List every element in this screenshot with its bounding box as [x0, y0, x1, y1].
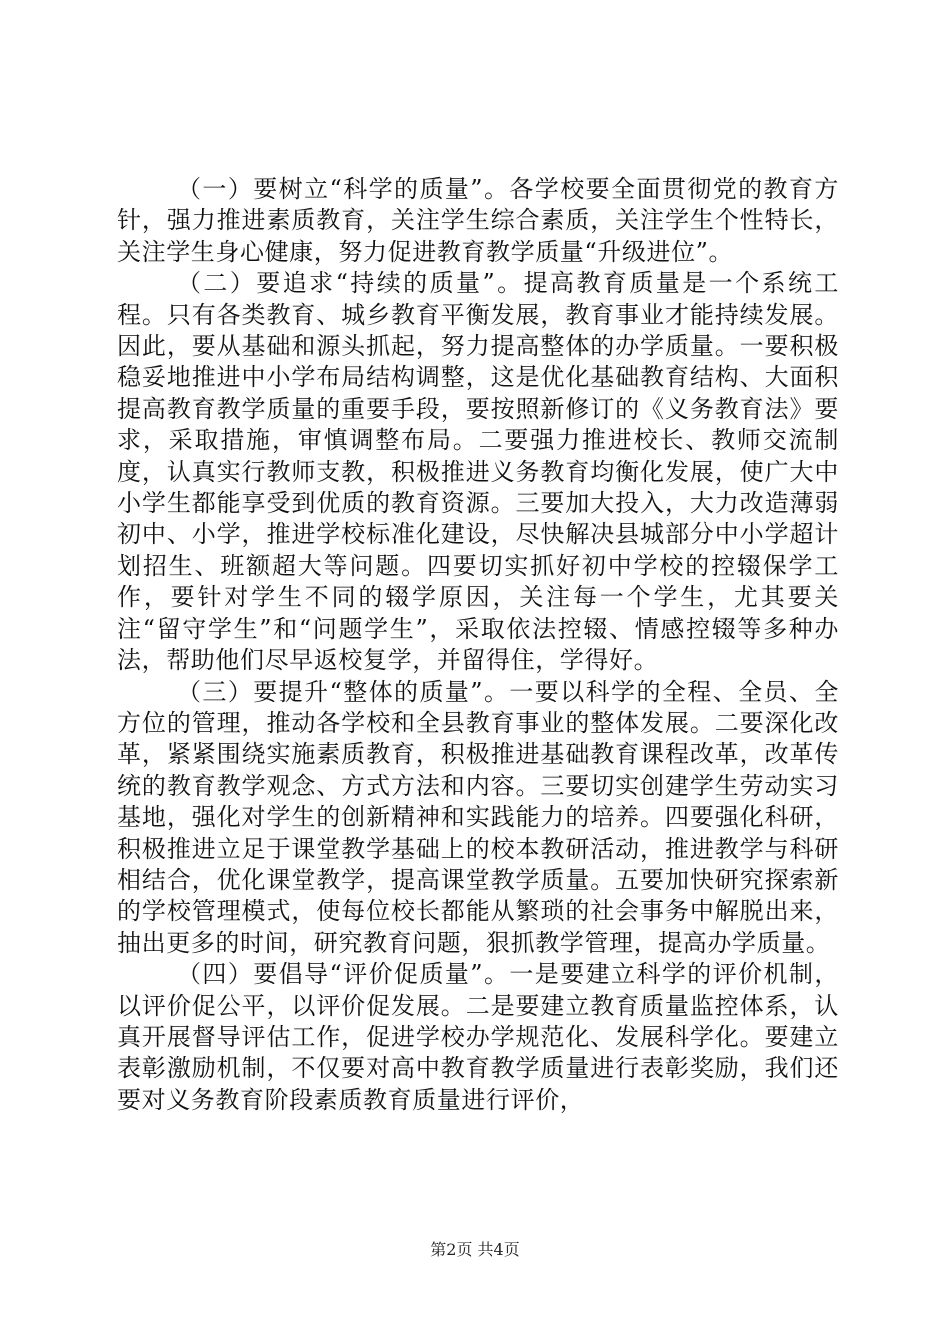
paragraph-4: （四）要倡导“评价促质量”。一是要建立科学的评价机制，以评价促公平，以评价促发展。二是要建立教育质量监控体系，认真开展督导评估工作，促进学校办学规范化、发展科学化。要建立表彰激励机制，不仅要对高中教育教学质量进行表彰奖励，我们还要对义务教育阶段素质教育质量进行评价， — [117, 960, 839, 1114]
paragraph-1: （一）要树立“科学的质量”。各学校要全面贯彻党的教育方针，强力推进素质教育，关注学生综合素质，关注学生个性特长，关注学生身心健康，努力促进教育教学质量“升级进位”。 — [117, 175, 839, 266]
page-footer: 第2页 共4页 — [430, 1240, 520, 1259]
document-body — [117, 174, 839, 1116]
paragraph-2: （二）要追求“持续的质量”。提高教育质量是一个系统工程。只有各类教育、城乡教育平衡发展，教育事业才能持续发展。因此，要从基础和源头抓起，努力提高整体的办学质量。一要积极稳妥地推进中小学布局结构调整，这是优化基础教育结构、大面积提高教育教学质量的重要手段，要按照新修订的《义务教育法》要求，采取措施，审慎调整布局。二要强力推进校长、教师交流制度，认真实行教师支教，积极推进义务教育均衡化发展，使广大中小学生都能享受到优质的教育资源。三要加大投入，大力改造薄弱初中、小学，推进学校标准化建设，尽快解决县城部分中小学超计划招生、班额超大等问题。四要切实抓好初中学校的控辍保学工作，要针对学生不同的辍学原因，关注每一个学生，尤其要关注“留守学生”和“问题学生”，采取依法控辍、情感控辍等多种办法，帮助他们尽早返校复学，并留得住，学得好。 — [117, 269, 839, 675]
paragraph-3: （三）要提升“整体的质量”。一要以科学的全程、全员、全方位的管理，推动各学校和全县教育事业的整体发展。二要深化改革，紧紧围绕实施素质教育，积极推进基础教育课程改革，改革传统的教育教学观念、方式方法和内容。三要切实创建学生劳动实习基地，强化对学生的创新精神和实践能力的培养。四要强化科研，积极推进立足于课堂教学基础上的校本教研活动，推进教学与科研相结合，优化课堂教学，提高课堂教学质量。五要加快研究探索新的学校管理模式，使每位校长都能从繁琐的社会事务中解脱出来，抽出更多的时间，研究教育问题，狠抓教学管理，提高办学质量。 — [117, 677, 839, 957]
